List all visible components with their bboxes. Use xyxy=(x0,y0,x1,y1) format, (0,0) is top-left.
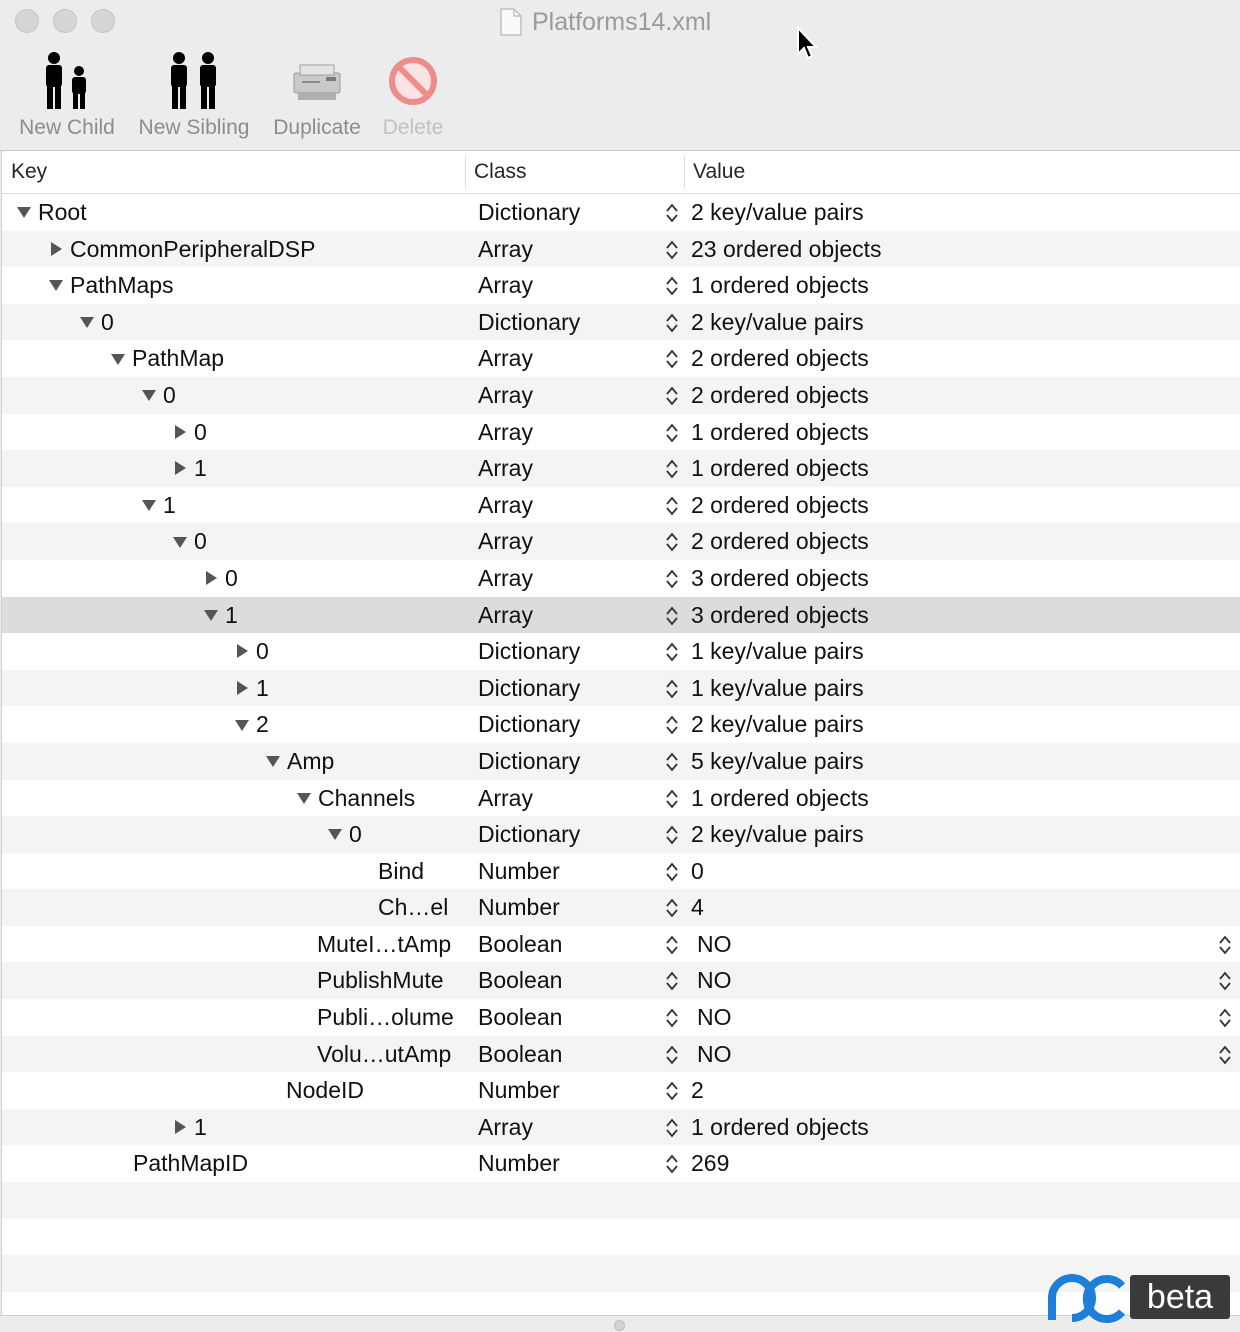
key-cell[interactable] xyxy=(48,231,315,268)
class-cell[interactable]: Number xyxy=(478,894,560,921)
delete-button[interactable] xyxy=(380,48,446,144)
key-text: Amp xyxy=(287,747,335,774)
key-text: Ch…el xyxy=(378,894,449,921)
key-cell[interactable] xyxy=(16,194,87,231)
key-cell[interactable] xyxy=(172,414,207,451)
key-cell[interactable] xyxy=(296,780,415,817)
column-header xyxy=(2,151,1240,194)
class-cell[interactable]: Boolean xyxy=(478,967,563,994)
zoom-window-button[interactable] xyxy=(91,9,115,33)
class-popup-arrows-icon[interactable] xyxy=(665,934,679,956)
class-popup-arrows-icon[interactable] xyxy=(665,239,679,261)
outline-row[interactable] xyxy=(2,267,1240,304)
key-cell[interactable] xyxy=(378,853,424,890)
class-cell[interactable]: Array xyxy=(478,418,533,445)
window-title xyxy=(500,6,760,38)
disclosure-collapsed-icon[interactable] xyxy=(203,570,219,586)
value-cell[interactable]: 5 key/value pairs xyxy=(691,747,864,774)
key-cell[interactable] xyxy=(317,1036,451,1073)
title-bar xyxy=(0,0,1240,151)
disclosure-expanded-icon[interactable] xyxy=(327,826,343,842)
class-popup-arrows-icon[interactable] xyxy=(665,897,679,919)
disclosure-collapsed-icon[interactable] xyxy=(172,460,188,476)
outline-row[interactable] xyxy=(2,560,1240,597)
outline-row[interactable] xyxy=(2,743,1240,780)
duplicate-label: Duplicate xyxy=(273,116,361,139)
disclosure-expanded-icon[interactable] xyxy=(172,534,188,550)
value-cell[interactable]: 1 key/value pairs xyxy=(691,674,864,701)
outline-row[interactable] xyxy=(2,414,1240,451)
key-text: 0 xyxy=(163,381,176,408)
class-popup-arrows-icon[interactable] xyxy=(665,348,679,370)
empty-row xyxy=(2,1182,1240,1219)
class-popup-arrows-icon[interactable] xyxy=(665,568,679,590)
outline-row[interactable] xyxy=(2,487,1240,524)
column-divider[interactable] xyxy=(465,155,466,189)
outline-row[interactable] xyxy=(2,962,1240,999)
outline-row[interactable] xyxy=(2,450,1240,487)
key-cell[interactable] xyxy=(234,633,269,670)
outline-row[interactable] xyxy=(2,926,1240,963)
value-cell[interactable]: 4 xyxy=(691,894,704,921)
class-popup-arrows-icon[interactable] xyxy=(665,422,679,444)
value-cell[interactable]: 0 xyxy=(691,857,704,884)
value-cell[interactable]: 1 ordered objects xyxy=(691,272,869,299)
minimize-window-button[interactable] xyxy=(53,9,77,33)
window-title-text: Platforms14.xml xyxy=(532,7,712,36)
disclosure-expanded-icon[interactable] xyxy=(234,717,250,733)
outline-row[interactable] xyxy=(2,1072,1240,1109)
class-popup-arrows-icon[interactable] xyxy=(665,861,679,883)
value-popup-arrows-icon[interactable] xyxy=(1218,1007,1232,1029)
key-cell[interactable] xyxy=(327,816,362,853)
key-text: PathMapID xyxy=(133,1150,249,1177)
key-cell[interactable] xyxy=(141,487,176,524)
key-text: 0 xyxy=(256,638,269,665)
key-text: 1 xyxy=(194,455,207,482)
key-text: MuteI…tAmp xyxy=(317,930,452,957)
value-cell[interactable]: 1 ordered objects xyxy=(691,784,869,811)
class-column-header[interactable]: Class xyxy=(474,160,527,183)
outline-row[interactable] xyxy=(2,816,1240,853)
key-text: 0 xyxy=(194,528,207,555)
class-cell[interactable]: Dictionary xyxy=(478,638,581,665)
class-cell[interactable]: Boolean xyxy=(478,1040,563,1067)
new-sibling-label: New Sibling xyxy=(138,116,250,139)
key-text: Channels xyxy=(318,784,416,811)
class-popup-arrows-icon[interactable] xyxy=(665,202,679,224)
duplicate-button[interactable] xyxy=(270,48,364,144)
class-popup-arrows-icon[interactable] xyxy=(665,1153,679,1175)
class-cell[interactable]: Dictionary xyxy=(478,821,581,848)
outline-rows xyxy=(2,194,1240,1315)
value-cell[interactable]: 2 ordered objects xyxy=(691,491,869,518)
class-popup-arrows-icon[interactable] xyxy=(665,385,679,407)
delete-icon xyxy=(388,56,438,106)
key-cell[interactable] xyxy=(378,889,448,926)
key-cell[interactable] xyxy=(141,377,176,414)
class-popup-arrows-icon[interactable] xyxy=(665,1117,679,1139)
column-divider[interactable] xyxy=(684,155,685,189)
key-cell[interactable] xyxy=(79,304,114,341)
outline-row[interactable] xyxy=(2,1036,1240,1073)
value-cell[interactable]: 3 ordered objects xyxy=(691,601,869,628)
disclosure-collapsed-icon[interactable] xyxy=(48,241,64,257)
value-popup-arrows-icon[interactable] xyxy=(1218,970,1232,992)
class-cell[interactable]: Array xyxy=(478,272,533,299)
class-popup-arrows-icon[interactable] xyxy=(665,970,679,992)
class-popup-arrows-icon[interactable] xyxy=(665,605,679,627)
value-cell[interactable]: 1 ordered objects xyxy=(691,1113,869,1140)
key-text: Publi…olume xyxy=(317,1004,454,1031)
new-sibling-icon xyxy=(166,51,222,111)
beta-label: beta xyxy=(1130,1275,1230,1319)
class-cell[interactable]: Array xyxy=(478,455,533,482)
new-child-button[interactable] xyxy=(16,48,118,144)
class-popup-arrows-icon[interactable] xyxy=(665,824,679,846)
key-cell[interactable] xyxy=(317,926,451,963)
class-cell[interactable]: Number xyxy=(478,1077,560,1104)
disclosure-expanded-icon[interactable] xyxy=(141,387,157,403)
class-cell[interactable]: Dictionary xyxy=(478,674,581,701)
key-cell[interactable] xyxy=(317,962,444,999)
value-popup-arrows-icon[interactable] xyxy=(1218,934,1232,956)
class-cell[interactable]: Boolean xyxy=(478,1004,563,1031)
class-cell[interactable]: Boolean xyxy=(478,930,563,957)
class-popup-arrows-icon[interactable] xyxy=(665,1007,679,1029)
class-popup-arrows-icon[interactable] xyxy=(665,788,679,810)
outline-row[interactable] xyxy=(2,853,1240,890)
copier-icon xyxy=(290,59,344,103)
value-cell[interactable]: NO xyxy=(697,967,732,994)
value-cell[interactable]: 2 key/value pairs xyxy=(691,199,864,225)
outline-row[interactable] xyxy=(2,633,1240,670)
class-cell[interactable]: Array xyxy=(478,1113,533,1140)
value-cell[interactable]: 3 ordered objects xyxy=(691,564,869,591)
outline-row[interactable] xyxy=(2,780,1240,817)
key-cell[interactable] xyxy=(265,743,334,780)
key-text: NodeID xyxy=(286,1077,364,1104)
value-cell[interactable]: 2 ordered objects xyxy=(691,528,869,555)
value-column-header[interactable]: Value xyxy=(693,160,746,183)
key-cell[interactable] xyxy=(203,560,238,597)
class-cell[interactable]: Dictionary xyxy=(478,308,581,335)
class-popup-arrows-icon[interactable] xyxy=(665,495,679,517)
disclosure-expanded-icon[interactable] xyxy=(79,314,95,330)
key-text: 0 xyxy=(349,821,362,848)
class-cell[interactable]: Dictionary xyxy=(478,711,581,738)
class-popup-arrows-icon[interactable] xyxy=(665,678,679,700)
new-child-label: New Child xyxy=(19,116,115,139)
mouse-pointer-icon xyxy=(796,26,820,62)
class-popup-arrows-icon[interactable] xyxy=(665,751,679,773)
disclosure-collapsed-icon[interactable] xyxy=(172,424,188,440)
value-cell[interactable]: 2 xyxy=(691,1077,704,1104)
outline-row[interactable] xyxy=(2,1145,1240,1182)
outline-row[interactable] xyxy=(2,1109,1240,1146)
resize-handle[interactable] xyxy=(614,1320,625,1331)
class-popup-arrows-icon[interactable] xyxy=(665,275,679,297)
new-child-icon xyxy=(41,51,93,111)
class-popup-arrows-icon[interactable] xyxy=(665,1044,679,1066)
app-logo-icon xyxy=(1044,1272,1126,1324)
outline-row[interactable] xyxy=(2,706,1240,743)
class-popup-arrows-icon[interactable] xyxy=(665,458,679,480)
class-cell[interactable]: Dictionary xyxy=(478,199,581,225)
disclosure-expanded-icon[interactable] xyxy=(16,204,32,220)
property-list-outline[interactable] xyxy=(1,151,1240,1315)
value-cell[interactable]: 2 key/value pairs xyxy=(691,308,864,335)
key-text: Volu…utAmp xyxy=(317,1040,452,1067)
value-cell[interactable]: 1 ordered objects xyxy=(691,418,869,445)
outline-row[interactable] xyxy=(2,377,1240,414)
value-cell[interactable]: NO xyxy=(697,1040,732,1067)
value-cell[interactable]: 1 ordered objects xyxy=(691,455,869,482)
outline-row[interactable] xyxy=(2,523,1240,560)
disclosure-expanded-icon[interactable] xyxy=(141,497,157,513)
outline-row[interactable] xyxy=(2,670,1240,707)
class-popup-arrows-icon[interactable] xyxy=(665,1080,679,1102)
class-cell[interactable]: Array xyxy=(478,491,533,518)
class-cell[interactable]: Number xyxy=(478,1150,560,1177)
disclosure-collapsed-icon[interactable] xyxy=(234,680,250,696)
new-sibling-button[interactable] xyxy=(135,48,253,144)
key-cell[interactable] xyxy=(234,706,269,743)
disclosure-collapsed-icon[interactable] xyxy=(234,643,250,659)
class-popup-arrows-icon[interactable] xyxy=(665,312,679,334)
close-window-button[interactable] xyxy=(15,9,39,33)
key-text: 1 xyxy=(194,1113,207,1140)
key-text: 2 xyxy=(256,711,269,738)
disclosure-collapsed-icon[interactable] xyxy=(172,1119,188,1135)
disclosure-expanded-icon[interactable] xyxy=(48,277,64,293)
value-cell[interactable]: 23 ordered objects xyxy=(691,235,882,262)
class-popup-arrows-icon[interactable] xyxy=(665,531,679,553)
key-cell[interactable] xyxy=(172,523,207,560)
key-text: 0 xyxy=(101,308,114,335)
key-cell[interactable] xyxy=(172,450,207,487)
key-cell[interactable] xyxy=(286,1072,364,1109)
key-text: 0 xyxy=(194,418,207,445)
class-popup-arrows-icon[interactable] xyxy=(665,641,679,663)
empty-row xyxy=(2,1219,1240,1256)
value-cell[interactable]: 2 key/value pairs xyxy=(691,711,864,738)
outline-row[interactable] xyxy=(2,304,1240,341)
value-popup-arrows-icon[interactable] xyxy=(1218,1044,1232,1066)
class-cell[interactable]: Array xyxy=(478,784,533,811)
key-cell[interactable] xyxy=(172,1109,207,1146)
class-cell[interactable]: Array xyxy=(478,601,533,628)
key-text: 1 xyxy=(163,491,176,518)
delete-label: Delete xyxy=(382,116,444,139)
outline-row[interactable] xyxy=(2,231,1240,268)
disclosure-expanded-icon[interactable] xyxy=(265,753,281,769)
key-text: PublishMute xyxy=(317,967,444,994)
key-text: Bind xyxy=(378,857,425,884)
outline-row[interactable] xyxy=(2,194,1240,231)
class-cell[interactable]: Array xyxy=(478,235,533,262)
key-cell[interactable] xyxy=(203,597,238,634)
class-cell[interactable]: Dictionary xyxy=(478,747,581,774)
key-cell[interactable] xyxy=(234,670,269,707)
value-cell[interactable]: NO xyxy=(697,1004,732,1031)
class-cell[interactable]: Array xyxy=(478,381,533,408)
outline-row[interactable] xyxy=(2,340,1240,377)
document-icon xyxy=(500,8,522,36)
class-cell[interactable]: Array xyxy=(478,528,533,555)
key-text: 1 xyxy=(225,601,238,628)
value-cell[interactable]: 1 key/value pairs xyxy=(691,638,864,665)
key-cell[interactable] xyxy=(133,1145,248,1182)
key-cell[interactable] xyxy=(48,267,174,304)
disclosure-expanded-icon[interactable] xyxy=(110,351,126,367)
value-cell[interactable]: 2 key/value pairs xyxy=(691,821,864,848)
value-cell[interactable]: 2 ordered objects xyxy=(691,381,869,408)
key-text: 0 xyxy=(225,564,238,591)
key-cell[interactable] xyxy=(317,999,454,1036)
key-text: 1 xyxy=(256,674,269,701)
beta-badge xyxy=(1044,1272,1234,1324)
class-popup-arrows-icon[interactable] xyxy=(665,714,679,736)
key-text: CommonPeripheralDSP xyxy=(70,235,316,262)
key-cell[interactable] xyxy=(110,340,224,377)
disclosure-expanded-icon[interactable] xyxy=(203,607,219,623)
outline-row[interactable] xyxy=(2,999,1240,1036)
value-cell[interactable]: 2 ordered objects xyxy=(691,345,869,372)
class-cell[interactable]: Array xyxy=(478,564,533,591)
key-text: PathMap xyxy=(132,345,225,372)
disclosure-expanded-icon[interactable] xyxy=(296,790,312,806)
outline-row[interactable] xyxy=(2,889,1240,926)
key-text: PathMaps xyxy=(70,272,174,299)
outline-row[interactable] xyxy=(2,597,1240,634)
key-text: Root xyxy=(38,199,87,225)
class-cell[interactable]: Number xyxy=(478,857,560,884)
key-column-header[interactable]: Key xyxy=(11,160,48,183)
value-cell[interactable]: NO xyxy=(697,930,732,957)
value-cell[interactable]: 269 xyxy=(691,1150,730,1177)
class-cell[interactable]: Array xyxy=(478,345,533,372)
